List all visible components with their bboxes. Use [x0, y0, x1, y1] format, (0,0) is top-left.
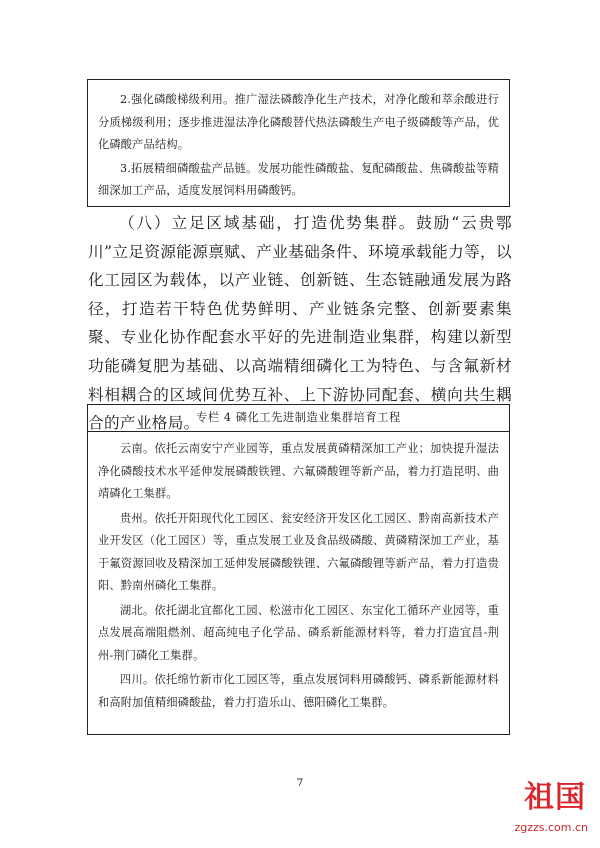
column-box-cluster-project — [87, 404, 510, 735]
region-paragraph-sichuan: 四川。依托绵竹新市化工园区等，重点发展饲料用磷酸钙、磷系新能源材料和高附加值精细磷酸盐，着力打造乐山、德阳磷化工集群。 — [98, 673, 499, 709]
region-paragraph-yunnan: 云南。依托云南安宁产业园等，重点发展黄磷精深加工产业；加快提升湿法净化磷酸技术水平延伸发展磷酸铁锂、六氟磷酸锂等新产品，着力打造昆明、曲靖磷化工集群。 — [98, 442, 499, 500]
policy-box-top — [87, 79, 510, 207]
watermark-logo: 祖国 — [524, 780, 586, 815]
box-paragraph-phosphate-chain: 3.拓展精细磷酸盐产品链。发展功能性磷酸盐、复配磷酸盐、焦磷酸盐等精细深加工产品，适度发展饲料用磷酸钙。 — [98, 161, 499, 197]
body-paragraph-lead: （八）立足区域基础，打造优势集群。 — [119, 214, 417, 232]
region-paragraph-guizhou: 贵州。依托开阳现代化工园区、瓮安经济开发区化工园区、黔南高新技术产业开发区（化工园区）等，重点发展工业及食品级磷酸、黄磷精深加工产业，基于氟资源回收及精深加工延伸发展磷酸铁锂、六氟磷酸锂等新产品，着力打造贵阳、黔南州磷化工集群。 — [98, 511, 499, 592]
page-number: 7 — [296, 777, 304, 789]
box-paragraph-phosphoric-acid: 2.强化磷酸梯级利用。推广湿法磷酸净化生产技术，对净化酸和萃余酸进行分质梯级利用；逐步推进湿法净化磷酸替代热法磷酸生产电子级磷酸等产品，优化磷酸产品结构。 — [98, 93, 499, 151]
watermark-url: zgzzs.com.cn — [514, 821, 588, 834]
watermark — [492, 772, 588, 834]
column-box-title: 专栏 4 磷化工先进制造业集群培育工程 — [88, 405, 509, 432]
region-paragraph-hubei: 湖北。依托湖北宜都化工园、松滋市化工园区、东宝化工循环产业园等，重点发展高端阻燃剂、超高纯电子化学品、磷系新能源材料等，着力打造宜昌-荆州-荆门磷化工集群。 — [98, 603, 499, 662]
body-paragraph-text: 鼓励“云贵鄂川”立足资源能源禀赋、产业基础条件、环境承载能力等，以化工园区为载体，以产业链、创新链、生态链融通发展为路径，打造若干特色优势鲜明、产业链条完整、创新要素集聚、专业化协作配套水平好的先进制造业集群，构建以新型功能磷复肥为基础、以高端精细磷化工为特色、与含氟新材料相耦合的区域间优势互补、上下游协同配套、横向共生耦合的产业格局。 — [88, 214, 512, 433]
